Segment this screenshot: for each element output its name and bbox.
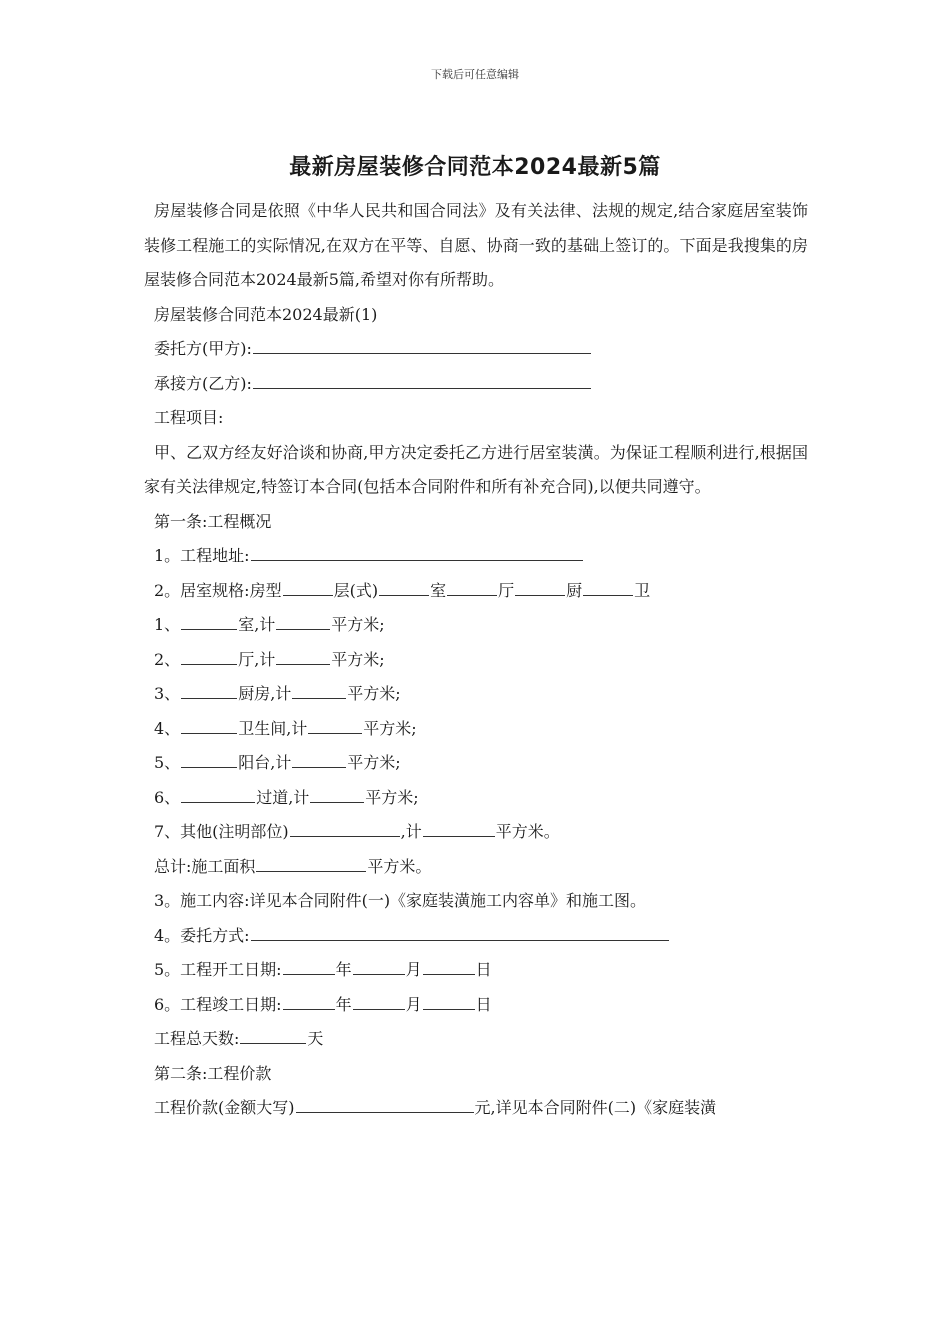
content-item-line: 3。施工内容:详见本合同附件(一)《家庭装潢施工内容单》和施工图。: [154, 891, 647, 910]
spec-room: 室: [430, 580, 447, 600]
spec-bath: 卫: [634, 580, 651, 600]
room-name: 卫生间,计: [238, 718, 308, 738]
party-b-blank: [253, 376, 591, 389]
room-unit: 平方米;: [365, 787, 419, 807]
room-blank: [181, 617, 237, 630]
area-blank: [276, 652, 330, 665]
total-blank: [256, 859, 366, 872]
article-2-heading: 第二条:工程价款: [154, 1063, 272, 1083]
price-suffix: 元,详见本合同附件(二)《家庭装潢: [474, 1098, 717, 1117]
price-line: [144, 1091, 808, 1126]
document-body: [144, 194, 808, 1126]
spec-blank: [583, 583, 633, 596]
total-days-blank: [240, 1031, 306, 1044]
room-line: [144, 608, 808, 643]
page-header: 下载后可任意编辑: [431, 68, 519, 81]
room-name: 厨房,计: [238, 684, 292, 703]
address-label: 1。工程地址:: [154, 546, 250, 565]
spec-floor: 层(式): [333, 580, 379, 600]
room-prefix: 2、: [154, 649, 181, 669]
price-blank: [296, 1100, 474, 1113]
entrust-method-label: 4。委托方式:: [154, 925, 250, 945]
other-unit: 平方米。: [495, 822, 560, 841]
room-unit: 平方米;: [331, 649, 385, 669]
document-title: 最新房屋装修合同范本2024最新5篇: [289, 155, 661, 180]
total-days-label: 工程总天数:: [154, 1029, 240, 1048]
end-date-label: 6。工程竣工日期:: [154, 994, 282, 1014]
date-month: 月: [405, 960, 422, 979]
date-blank: [353, 997, 405, 1010]
room-name: 室,计: [238, 615, 276, 634]
entrust-method-blank: [251, 928, 669, 941]
end-date-line: [144, 988, 808, 1023]
party-a-label: 委托方(甲方):: [154, 339, 252, 358]
room-line: [144, 712, 808, 747]
date-blank: [423, 997, 475, 1010]
room-line: [144, 781, 808, 816]
spec-kitchen: 厨: [566, 580, 583, 600]
date-year: 年: [335, 960, 352, 979]
room-blank: [181, 686, 237, 699]
date-blank: [283, 962, 335, 975]
area-blank: [292, 755, 346, 768]
total-prefix: 总计:施工面积: [154, 856, 256, 876]
spec-blank: [515, 583, 565, 596]
area-blank: [310, 790, 364, 803]
section-title: 房屋装修合同范本2024最新(1): [154, 304, 378, 324]
room-prefix: 6、: [154, 787, 181, 807]
project-item-label: 工程项目:: [154, 408, 224, 427]
date-blank: [353, 962, 405, 975]
room-blank: [181, 652, 237, 665]
preamble-paragraph: 甲、乙双方经友好洽谈和协商,甲方决定委托乙方进行居室装潢。为保证工程顺利进行,根据国家有关法律规定,特签订本合同(包括本合同附件和所有补充合同),以便共同遵守。: [144, 442, 808, 496]
date-blank: [423, 962, 475, 975]
address-blank: [251, 548, 583, 561]
room-blank: [181, 755, 237, 768]
room-line: [144, 643, 808, 678]
start-date-label: 5。工程开工日期:: [154, 960, 282, 979]
room-unit: 平方米;: [331, 615, 385, 634]
date-day: 日: [475, 960, 492, 979]
room-prefix: 4、: [154, 718, 181, 738]
room-unit: 平方米;: [347, 684, 401, 703]
room-name: 过道,计: [256, 787, 310, 807]
spec-label: 2。居室规格:房型: [154, 580, 282, 600]
total-unit: 平方米。: [367, 856, 432, 876]
room-prefix: 5、: [154, 753, 181, 772]
total-days-unit: 天: [307, 1029, 324, 1048]
other-mid: ,计: [400, 822, 422, 841]
address-line: [144, 539, 808, 574]
room-line: [144, 746, 808, 781]
price-prefix: 工程价款(金额大写): [154, 1098, 295, 1117]
intro-paragraph: 房屋装修合同是依照《中华人民共和国合同法》及有关法律、法规的规定,结合家庭居室装饰装修工程施工的实际情况,在双方在平等、自愿、协商一致的基础上签订的。下面是我搜集的房屋装修合同范本2024最新5篇,希望对你有所帮助。: [144, 201, 808, 289]
party-a-blank: [253, 341, 591, 354]
other-blank: [290, 824, 400, 837]
room-blank: [181, 721, 237, 734]
other-prefix: 7、其他(注明部位): [154, 822, 289, 841]
start-date-line: [144, 953, 808, 988]
date-year: 年: [335, 994, 352, 1014]
date-blank: [283, 997, 335, 1010]
room-blank: [181, 790, 255, 803]
article-1-heading: 第一条:工程概况: [154, 511, 272, 531]
entrust-method-line: [144, 919, 808, 954]
spec-blank: [283, 583, 333, 596]
party-a-line: [144, 332, 808, 367]
spec-hall: 厅: [498, 580, 515, 600]
total-line: [144, 850, 808, 885]
total-days-line: [144, 1022, 808, 1057]
other-area-blank: [423, 824, 495, 837]
room-prefix: 1、: [154, 615, 181, 634]
area-blank: [276, 617, 330, 630]
room-prefix: 3、: [154, 684, 181, 703]
spec-blank: [447, 583, 497, 596]
area-blank: [308, 721, 362, 734]
room-name: 厅,计: [238, 649, 276, 669]
spec-blank: [379, 583, 429, 596]
spec-line: [144, 574, 808, 609]
area-blank: [292, 686, 346, 699]
party-b-label: 承接方(乙方):: [154, 373, 252, 393]
date-day: 日: [475, 994, 492, 1014]
room-line: [144, 677, 808, 712]
date-month: 月: [405, 994, 422, 1014]
room-unit: 平方米;: [363, 718, 417, 738]
room-unit: 平方米;: [347, 753, 401, 772]
room-name: 阳台,计: [238, 753, 292, 772]
other-line: [144, 815, 808, 850]
party-b-line: [144, 367, 808, 402]
